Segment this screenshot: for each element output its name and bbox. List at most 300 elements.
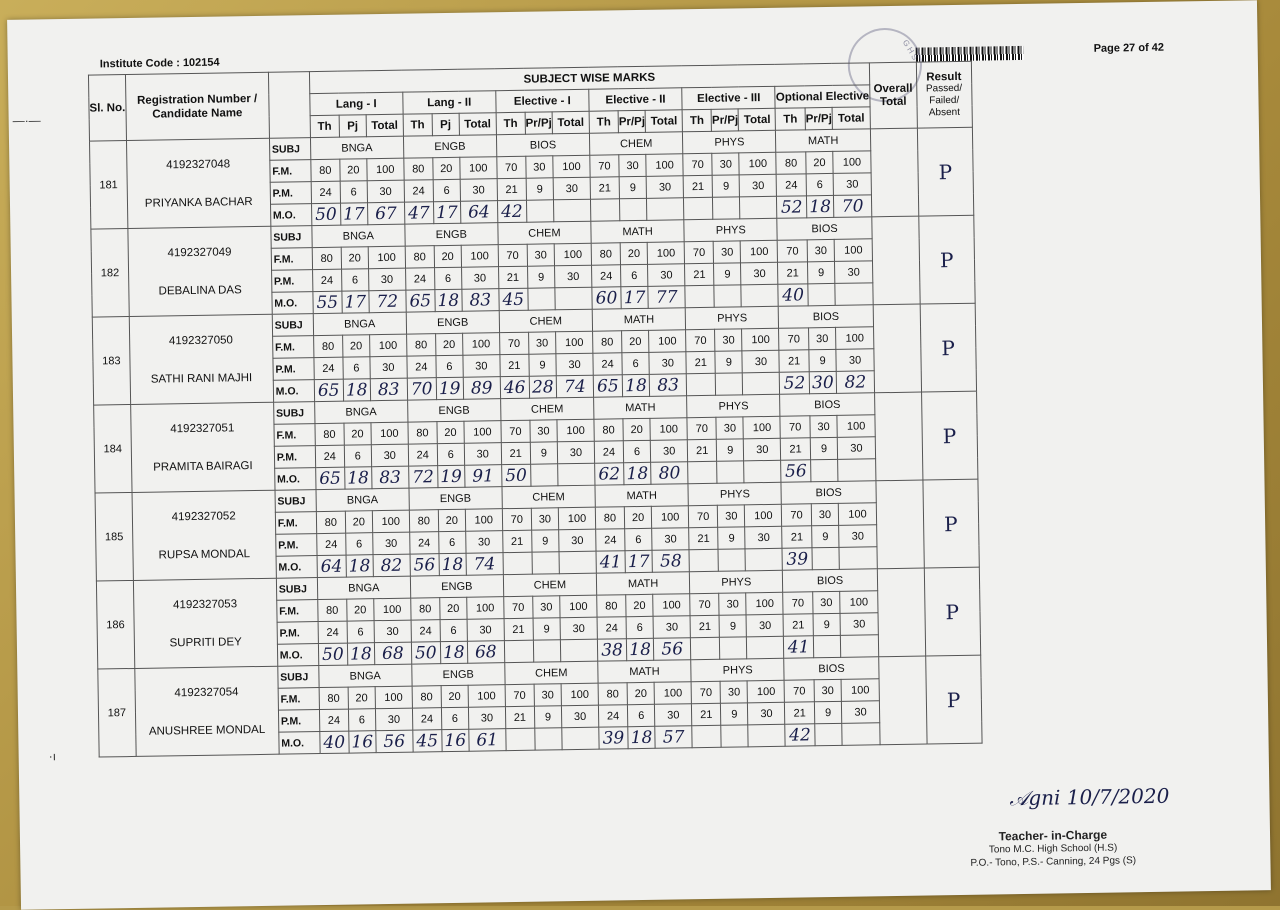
marks-obtained-cell: 52: [777, 196, 807, 218]
full-marks-cell: 100: [837, 415, 875, 438]
pass-marks-cell: 30: [467, 619, 504, 642]
marks-obtained-cell: [684, 197, 713, 219]
subcol-header: Total: [459, 113, 496, 136]
subject-code: CHEM: [498, 221, 592, 244]
candidate-cell: [135, 666, 279, 756]
overall-total-cell: [876, 480, 924, 569]
candidate-cell: [133, 578, 277, 668]
marks-obtained-cell: [555, 287, 592, 310]
full-marks-cell: 70: [784, 680, 814, 702]
marks-obtained-cell: [506, 728, 535, 750]
pass-marks-cell: 6: [438, 531, 465, 553]
subject-code: PHYS: [687, 394, 781, 417]
full-marks-cell: 100: [746, 592, 783, 615]
row-label: F.M.: [272, 336, 313, 359]
full-marks-cell: 20: [439, 597, 466, 619]
full-marks-cell: 80: [591, 243, 620, 265]
subject-code: PHYS: [690, 570, 784, 593]
marks-obtained-cell: [720, 637, 748, 659]
full-marks-cell: 30: [527, 244, 555, 266]
marks-obtained-cell: 19: [437, 465, 464, 487]
full-marks-cell: 80: [406, 334, 435, 356]
pass-marks-cell: 30: [748, 702, 785, 725]
full-marks-cell: 80: [313, 335, 342, 357]
marks-obtained-cell: [535, 728, 563, 750]
full-marks-cell: 80: [776, 152, 806, 174]
marks-obtained-cell: [559, 551, 596, 574]
marks-obtained-cell: [686, 373, 715, 395]
pass-marks-cell: 30: [745, 526, 782, 549]
row-label: P.M.: [275, 534, 316, 557]
marks-obtained-cell: 55: [313, 291, 342, 313]
pass-marks-cell: 30: [648, 264, 685, 287]
subject-code: PHYS: [688, 482, 782, 505]
marks-obtained-cell: 39: [782, 548, 812, 570]
full-marks-cell: 80: [594, 419, 623, 441]
marks-obtained-cell: [691, 637, 720, 659]
pass-marks-cell: 30: [370, 356, 407, 379]
full-marks-cell: 80: [316, 511, 345, 533]
marks-obtained-cell: 17: [433, 201, 460, 223]
marks-obtained-cell: 17: [625, 550, 653, 572]
subject-code: BNGA: [314, 400, 407, 423]
marks-obtained-cell: 70: [407, 378, 436, 400]
full-marks-cell: 100: [369, 334, 406, 357]
subject-code: PHYS: [684, 218, 778, 241]
pass-marks-cell: 21: [497, 178, 526, 200]
pass-marks-cell: 21: [686, 351, 715, 373]
full-marks-cell: 100: [745, 504, 782, 527]
full-marks-cell: 100: [466, 597, 503, 620]
full-marks-cell: 30: [807, 239, 835, 261]
marks-obtained-cell: [530, 464, 558, 486]
full-marks-cell: 30: [716, 417, 744, 439]
pass-marks-cell: 9: [813, 613, 841, 635]
candidate-name: SUPRITI DEY: [169, 635, 242, 649]
full-marks-cell: 30: [534, 684, 562, 706]
pass-marks-cell: 6: [437, 443, 464, 465]
full-marks-cell: 100: [739, 152, 776, 175]
pass-marks-cell: 30: [460, 179, 497, 202]
subject-code: BIOS: [779, 305, 874, 328]
marks-obtained-cell: [692, 725, 721, 747]
marks-obtained-cell: 83: [371, 466, 408, 489]
full-marks-cell: 20: [806, 151, 834, 173]
full-marks-cell: 100: [367, 158, 404, 181]
serial-number: 187: [98, 668, 136, 757]
full-marks-cell: 20: [340, 159, 367, 181]
marks-obtained-cell: 82: [373, 554, 410, 577]
pass-marks-cell: 9: [712, 175, 740, 197]
marks-obtained-cell: 52: [780, 372, 810, 394]
marksheet-paper: [7, 0, 1271, 910]
marks-obtained-cell: 40: [778, 284, 808, 306]
row-label: M.O.: [272, 292, 313, 315]
marks-obtained-cell: 56: [781, 460, 811, 482]
subject-code: MATH: [596, 572, 690, 595]
pass-marks-cell: 30: [555, 265, 592, 288]
full-marks-cell: 20: [341, 247, 368, 269]
full-marks-cell: 20: [345, 511, 372, 533]
full-marks-cell: 30: [619, 154, 647, 176]
pass-marks-cell: 24: [777, 174, 807, 196]
subject-code: PHYS: [691, 658, 785, 681]
full-marks-cell: 80: [597, 595, 626, 617]
full-marks-cell: 20: [435, 333, 462, 355]
full-marks-cell: 100: [650, 418, 687, 441]
pass-marks-cell: 30: [371, 444, 408, 467]
marks-obtained-cell: [835, 283, 873, 306]
subcol-header: Total: [366, 114, 403, 137]
pass-marks-cell: 30: [553, 177, 590, 200]
pass-marks-cell: 9: [534, 706, 562, 728]
marks-obtained-cell: [744, 460, 781, 483]
full-marks-cell: 70: [689, 505, 718, 527]
row-label: P.M.: [271, 270, 312, 293]
subcol-header: Pr/Pj: [525, 112, 553, 134]
marks-obtained-cell: 18: [440, 641, 467, 663]
full-marks-cell: 100: [553, 155, 590, 178]
full-marks-cell: 20: [441, 685, 468, 707]
marks-obtained-cell: 58: [652, 550, 689, 573]
marks-obtained-cell: 42: [785, 724, 815, 746]
subcol-header: Th: [403, 114, 432, 136]
serial-number: 184: [94, 404, 132, 493]
pass-marks-cell: 6: [622, 352, 650, 374]
pass-marks-cell: 24: [409, 532, 438, 554]
subject-code: MATH: [776, 129, 871, 152]
full-marks-cell: 100: [747, 680, 784, 703]
marks-obtained-cell: [812, 547, 840, 569]
pass-marks-cell: 30: [649, 352, 686, 375]
pass-marks-cell: 30: [650, 440, 687, 463]
candidate-cell: [129, 314, 273, 404]
signature-date: 𝒜𝑔𝑛𝑖 10/7/2020: [1009, 783, 1170, 811]
pass-marks-cell: 21: [692, 703, 721, 725]
pass-marks-cell: 30: [840, 613, 878, 636]
overall-total-cell: [872, 216, 920, 305]
subject-wise-title: SUBJECT WISE MARKS: [309, 63, 869, 94]
pass-marks-cell: 30: [368, 268, 405, 291]
full-marks-cell: 70: [684, 241, 713, 263]
row-label: F.M.: [274, 424, 315, 447]
marks-obtained-cell: [813, 635, 841, 657]
col-reg: Registration Number / Candidate Name: [125, 72, 269, 140]
marks-obtained-cell: 74: [556, 375, 593, 398]
marks-obtained-cell: [558, 463, 595, 486]
pass-marks-cell: 30: [556, 353, 593, 376]
subcol-header: Total: [832, 107, 870, 130]
pass-marks-cell: 9: [526, 178, 554, 200]
full-marks-cell: 100: [465, 509, 502, 532]
marks-obtained-cell: [619, 198, 647, 220]
pass-marks-cell: 24: [315, 445, 344, 467]
full-marks-cell: 80: [412, 686, 441, 708]
result-cell: P: [923, 479, 979, 568]
pass-marks-cell: 24: [411, 620, 440, 642]
group-header: Elective - I: [496, 89, 590, 112]
marks-obtained-cell: 18: [439, 553, 466, 575]
row-label: SUBJ: [272, 314, 313, 337]
subject-code: CHEM: [499, 309, 593, 332]
subcol-header: Pj: [339, 115, 366, 137]
overall-total-cell: [873, 304, 921, 393]
marks-obtained-cell: 18: [622, 374, 650, 396]
full-marks-cell: 30: [530, 420, 558, 442]
marks-obtained-cell: 39: [599, 727, 628, 749]
marks-obtained-cell: 41: [784, 636, 814, 658]
row-label: P.M.: [273, 358, 314, 381]
marks-obtained-cell: 18: [343, 379, 370, 401]
subject-code: BNGA: [313, 312, 406, 335]
candidate-cell: [130, 402, 274, 492]
full-marks-cell: 70: [499, 332, 528, 354]
full-marks-cell: 30: [810, 415, 838, 437]
subject-code: CHEM: [502, 485, 596, 508]
pass-marks-cell: 30: [740, 174, 777, 197]
full-marks-cell: 30: [531, 508, 559, 530]
full-marks-cell: 20: [622, 330, 650, 352]
pass-marks-cell: 30: [746, 614, 783, 637]
marks-obtained-cell: 65: [406, 290, 435, 312]
registration-number: 4192327054: [174, 685, 239, 699]
result-cell: P: [924, 567, 980, 656]
marks-obtained-cell: 83: [462, 289, 499, 312]
subject-code: ENGB: [405, 223, 498, 246]
pass-marks-cell: 30: [561, 705, 598, 728]
marks-obtained-cell: 18: [435, 289, 462, 311]
pass-marks-cell: 9: [530, 442, 558, 464]
full-marks-cell: 100: [653, 594, 690, 617]
serial-number: 185: [95, 492, 133, 581]
full-marks-cell: 100: [462, 333, 499, 356]
full-marks-cell: 100: [468, 685, 505, 708]
serial-number: 182: [91, 229, 129, 318]
pass-marks-cell: 21: [504, 618, 533, 640]
full-marks-cell: 80: [411, 598, 440, 620]
marks-obtained-cell: 28: [529, 376, 557, 398]
overall-total-cell: [877, 568, 925, 657]
pass-marks-cell: 24: [412, 708, 441, 730]
candidate-name: ANUSHREE MONDAL: [148, 723, 266, 738]
pass-marks-cell: 9: [814, 701, 842, 723]
subject-code: MATH: [594, 396, 688, 419]
pass-marks-cell: 6: [436, 355, 463, 377]
subject-code: BNGA: [310, 136, 403, 159]
marks-obtained-cell: 80: [651, 462, 688, 485]
barcode: [916, 46, 1024, 62]
pass-marks-cell: 21: [502, 530, 531, 552]
row-label: SUBJ: [276, 578, 317, 601]
margin-mark: —·—: [12, 113, 41, 128]
row-label: F.M.: [277, 600, 318, 623]
pass-marks-cell: 21: [779, 350, 809, 372]
result-cell: P: [919, 215, 975, 304]
full-marks-cell: 30: [713, 241, 741, 263]
page-number: Page 27 of 42: [1093, 41, 1165, 55]
marks-obtained-cell: 65: [314, 379, 343, 401]
full-marks-cell: 20: [623, 418, 651, 440]
subject-code: CHEM: [500, 397, 594, 420]
pass-marks-cell: 9: [716, 439, 744, 461]
pass-marks-cell: 9: [810, 437, 838, 459]
subcol-header: Total: [645, 110, 682, 133]
full-marks-cell: 100: [371, 422, 408, 445]
full-marks-cell: 20: [434, 245, 461, 267]
subject-code: MATH: [598, 660, 692, 683]
marks-obtained-cell: 89: [463, 377, 500, 400]
full-marks-cell: 80: [409, 510, 438, 532]
full-marks-cell: 100: [460, 157, 497, 180]
pass-marks-cell: 30: [842, 701, 880, 724]
pass-marks-cell: 24: [593, 353, 622, 375]
marks-obtained-cell: [688, 461, 717, 483]
marks-obtained-cell: 46: [500, 376, 529, 398]
subject-code: CHEM: [589, 132, 683, 155]
pass-marks-cell: 30: [655, 704, 692, 727]
row-label: F.M.: [278, 688, 319, 711]
signature: 𝒜𝑔𝑛𝑖: [1009, 785, 1061, 811]
pass-marks-cell: 6: [345, 533, 372, 555]
subcol-header: Pr/Pj: [618, 110, 646, 132]
pass-marks-cell: 24: [407, 356, 436, 378]
subject-code: ENGB: [410, 575, 503, 598]
school-stamp: G H S: [834, 14, 935, 115]
pass-marks-cell: 21: [500, 354, 529, 376]
pass-marks-cell: 30: [375, 708, 412, 731]
marks-obtained-cell: 45: [413, 730, 442, 752]
marks-obtained-cell: [504, 640, 533, 662]
marks-obtained-cell: 74: [466, 553, 503, 576]
pass-marks-cell: 9: [714, 263, 742, 285]
full-marks-cell: 30: [718, 505, 746, 527]
marks-obtained-cell: 57: [655, 726, 692, 749]
subject-code: CHEM: [503, 573, 597, 596]
registration-number: 4192327048: [166, 157, 231, 171]
marks-obtained-cell: 65: [593, 375, 622, 397]
subject-code: ENGB: [409, 487, 502, 510]
full-marks-cell: 100: [841, 679, 879, 702]
marks-obtained-cell: 56: [376, 730, 413, 753]
marks-obtained-cell: [842, 723, 880, 746]
marks-obtained-cell: 56: [410, 554, 439, 576]
subject-code: BIOS: [780, 393, 875, 416]
full-marks-cell: 70: [690, 593, 719, 615]
pass-marks-cell: 24: [405, 268, 434, 290]
full-marks-cell: 100: [461, 245, 498, 268]
full-marks-cell: 100: [646, 154, 683, 177]
full-marks-cell: 80: [319, 687, 348, 709]
full-marks-cell: 100: [840, 591, 878, 614]
marks-obtained-cell: 17: [340, 203, 367, 225]
pass-marks-cell: 21: [690, 615, 719, 637]
full-marks-cell: 20: [626, 594, 654, 616]
pass-marks-cell: 6: [625, 528, 653, 550]
full-marks-cell: 20: [342, 335, 369, 357]
marks-obtained-cell: [590, 199, 619, 221]
pass-marks-cell: 6: [344, 445, 371, 467]
subject-code: ENGB: [406, 311, 499, 334]
marks-obtained-cell: [526, 200, 554, 222]
marks-obtained-cell: [747, 636, 784, 659]
marks-obtained-cell: 83: [370, 378, 407, 401]
full-marks-cell: 20: [620, 242, 648, 264]
registration-number: 4192327051: [170, 421, 235, 435]
row-label: P.M.: [277, 622, 318, 645]
marks-obtained-cell: 18: [626, 638, 654, 660]
pass-marks-cell: 9: [531, 530, 559, 552]
pass-marks-cell: 21: [781, 438, 811, 460]
col-label: [268, 72, 310, 139]
result-cell: P: [920, 303, 976, 392]
pass-marks-cell: 9: [807, 261, 835, 283]
pass-marks-cell: 9: [719, 615, 747, 637]
full-marks-cell: 100: [833, 151, 871, 174]
marks-obtained-cell: 64: [460, 201, 497, 224]
pass-marks-cell: 6: [627, 704, 655, 726]
marks-obtained-cell: [841, 635, 879, 658]
full-marks-cell: 100: [561, 683, 598, 706]
full-marks-cell: 20: [348, 687, 375, 709]
pass-marks-cell: 30: [741, 262, 778, 285]
full-marks-cell: 70: [687, 417, 716, 439]
marks-obtained-cell: [815, 723, 843, 745]
pass-marks-cell: 6: [626, 616, 654, 638]
marks-obtained-cell: 19: [436, 377, 463, 399]
marks-obtained-cell: 83: [649, 374, 686, 397]
pass-marks-cell: 9: [529, 354, 557, 376]
marks-obtained-cell: 56: [654, 638, 691, 661]
pass-marks-cell: 24: [312, 269, 341, 291]
full-marks-cell: 100: [368, 246, 405, 269]
full-marks-cell: 100: [742, 328, 779, 351]
marks-obtained-cell: 72: [408, 466, 437, 488]
marks-obtained-cell: [741, 284, 778, 307]
subcol-header: Th: [589, 111, 618, 133]
marks-obtained-cell: 16: [349, 731, 376, 753]
row-label: P.M.: [270, 182, 311, 205]
marks-obtained-cell: 50: [501, 464, 530, 486]
full-marks-cell: 30: [720, 681, 748, 703]
full-marks-cell: 100: [375, 686, 412, 709]
marks-obtained-cell: 18: [628, 726, 656, 748]
subcol-header: Pr/Pj: [805, 107, 833, 129]
pass-marks-cell: 21: [782, 526, 812, 548]
pass-marks-cell: 6: [434, 267, 461, 289]
marks-obtained-cell: [713, 197, 741, 219]
full-marks-cell: 30: [808, 327, 836, 349]
marks-obtained-cell: 77: [648, 286, 685, 309]
full-marks-cell: 100: [554, 243, 591, 266]
full-marks-cell: 70: [505, 684, 534, 706]
marks-obtained-cell: 18: [346, 555, 373, 577]
full-marks-cell: 80: [408, 422, 437, 444]
full-marks-cell: 70: [503, 596, 532, 618]
serial-number: 181: [90, 141, 128, 230]
pass-marks-cell: 6: [341, 269, 368, 291]
pass-marks-cell: 6: [343, 357, 370, 379]
marks-obtained-cell: 70: [834, 195, 872, 218]
pass-marks-cell: 21: [687, 439, 716, 461]
pass-marks-cell: 30: [374, 620, 411, 643]
pass-marks-cell: 30: [833, 173, 871, 196]
pass-marks-cell: 30: [839, 525, 877, 548]
row-label: P.M.: [274, 446, 315, 469]
pass-marks-cell: 9: [809, 349, 837, 371]
overall-total-cell: [870, 128, 918, 217]
marks-obtained-cell: [685, 285, 714, 307]
candidate-name: RUPSA MONDAL: [158, 547, 251, 562]
